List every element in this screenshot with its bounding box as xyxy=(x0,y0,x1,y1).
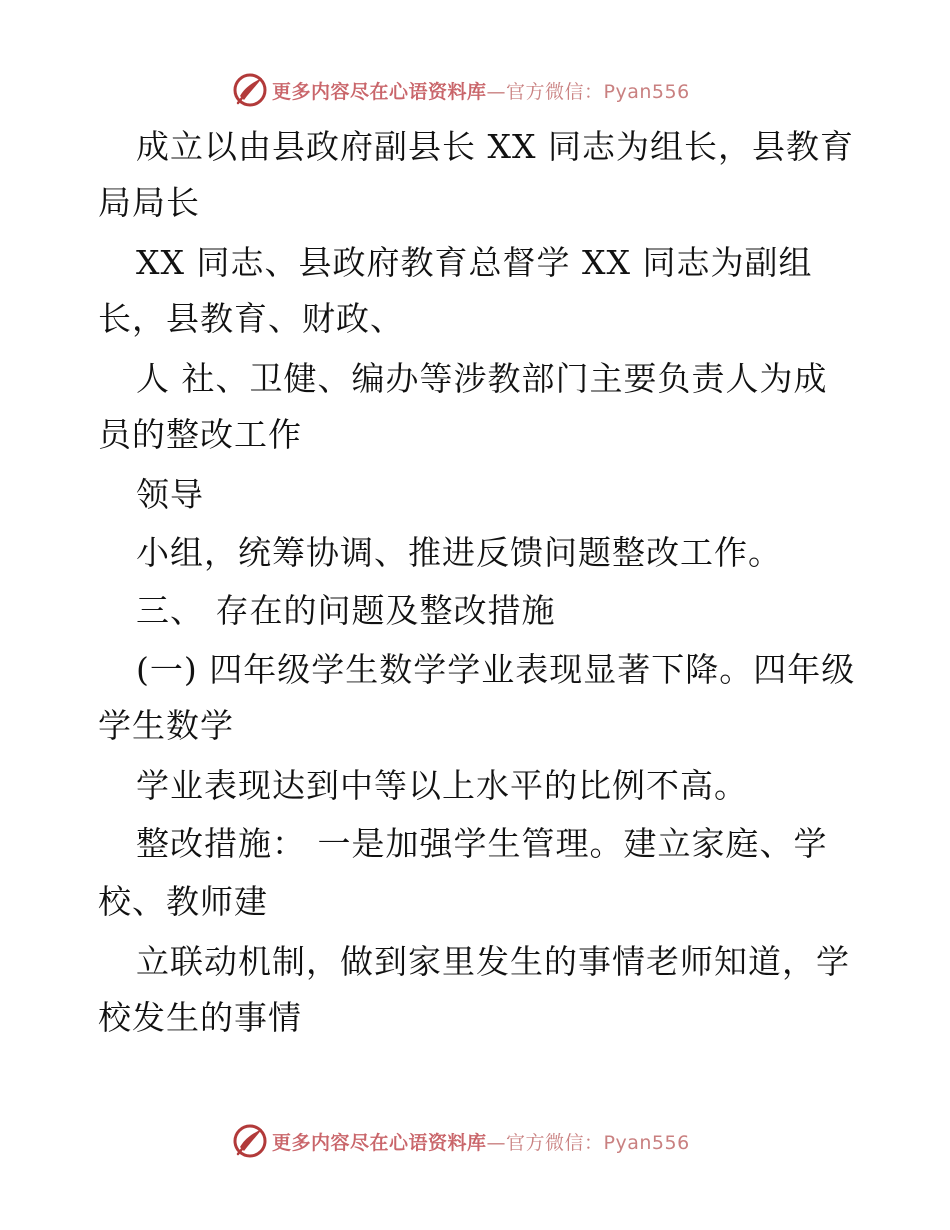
paragraph-line: 整改措施： 一是加强学生管理。建立家庭、学 xyxy=(136,824,828,863)
banner-text xyxy=(272,1128,690,1155)
paragraph-line: 局局长 xyxy=(98,183,200,222)
banner-official: 官方微信：Pyan556 xyxy=(506,80,690,103)
banner-text xyxy=(272,77,690,104)
paragraph-line: 领导 xyxy=(136,475,204,514)
banner-official: 官方微信：Pyan556 xyxy=(506,1131,690,1154)
paragraph-line: 小组，统筹协调、推进反馈问题整改工作。 xyxy=(136,533,782,572)
paragraph-line: 校、教师建 xyxy=(98,882,268,921)
banner-brand: 更多内容尽在心语资料库 xyxy=(272,1131,487,1154)
paragraph-line: (一) 四年级学生数学学业表现显著下降。四年级 xyxy=(136,650,856,689)
banner-separator: — xyxy=(486,1131,507,1154)
paragraph-line: 立联动机制，做到家里发生的事情老师知道，学 xyxy=(136,942,850,981)
paragraph-line: 成立以由县政府副县长 XX 同志为组长，县教育 xyxy=(136,127,854,166)
paragraph-line: 校发生的事情 xyxy=(98,998,302,1037)
paragraph-line: XX 同志、县政府教育总督学 XX 同志为副组 xyxy=(136,243,813,282)
paragraph-line: 长，县教育、财政、 xyxy=(98,299,404,338)
banner-brand: 更多内容尽在心语资料库 xyxy=(272,80,487,103)
paragraph-line: 员的整改工作 xyxy=(98,415,302,454)
section-heading: 三、 存在的问题及整改措施 xyxy=(136,591,556,630)
footer-banner xyxy=(232,1121,690,1161)
paragraph-line: 人 社、卫健、编办等涉教部门主要负责人为成 xyxy=(136,359,828,398)
pen-logo-icon xyxy=(232,72,268,108)
paragraph-line: 学生数学 xyxy=(98,706,234,745)
header-banner xyxy=(232,70,690,110)
banner-separator: — xyxy=(486,80,507,103)
pen-logo-icon xyxy=(232,1123,268,1159)
paragraph-line: 学业表现达到中等以上水平的比例不高。 xyxy=(136,766,748,805)
